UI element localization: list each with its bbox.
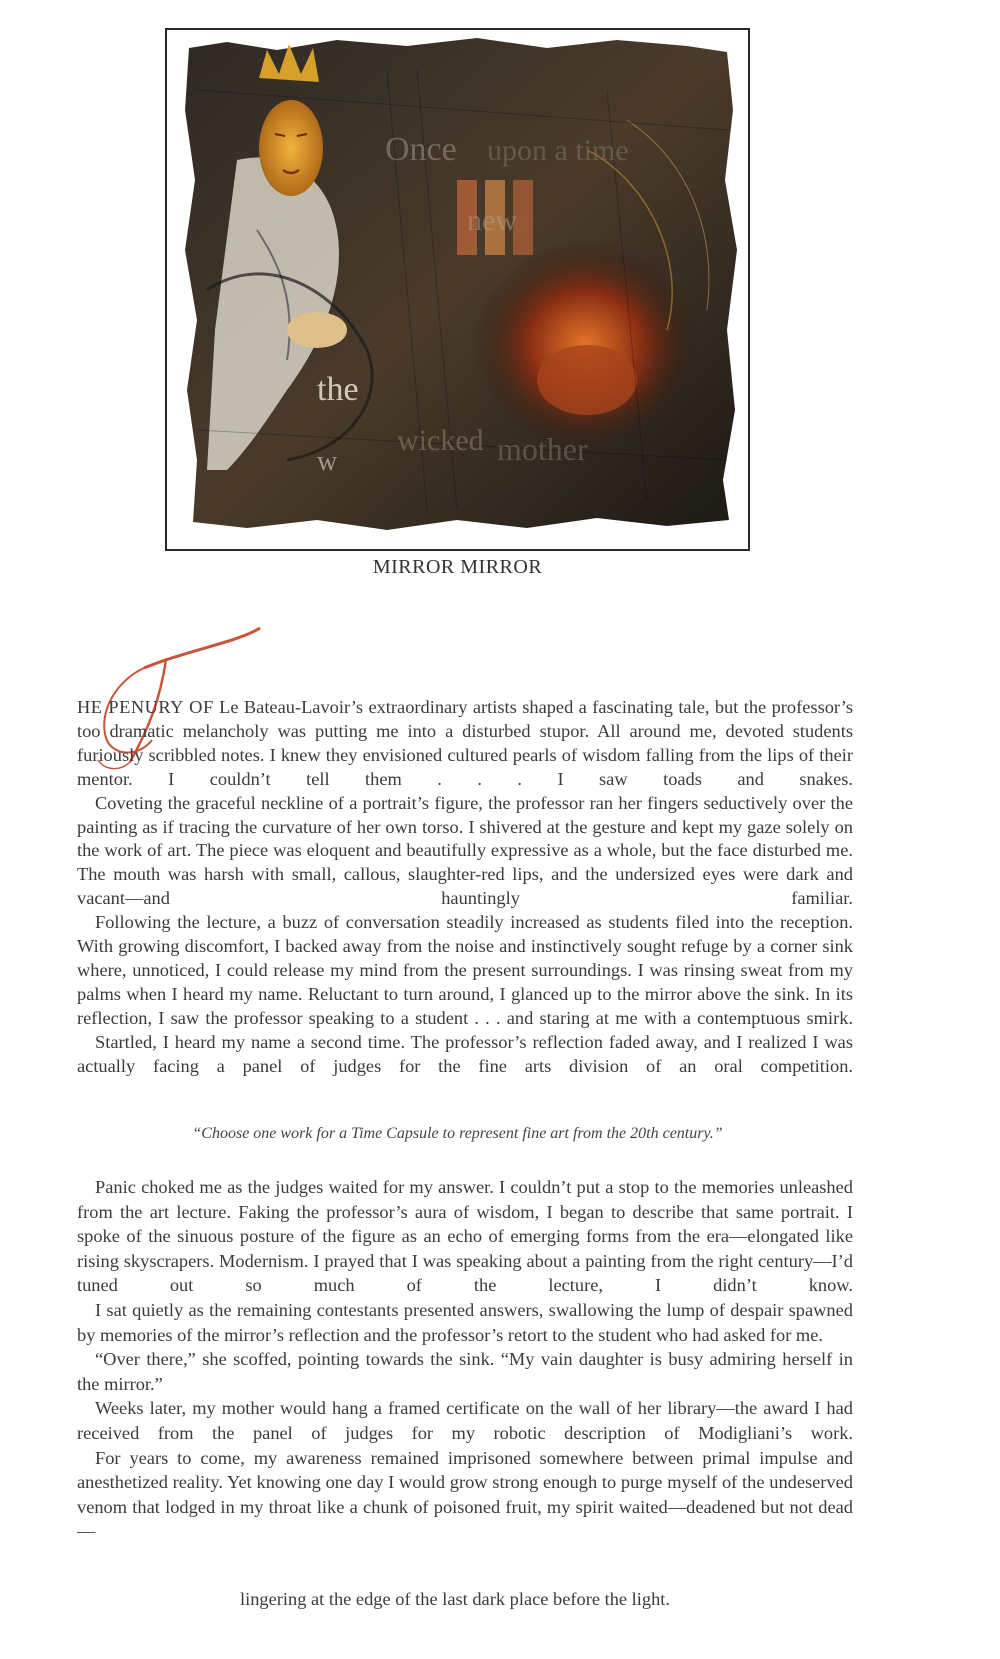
paragraph-5: Panic choked me as the judges waited for my answer. I couldn’t put a stop to the memories unleashed from the art lecture. Faking the professor’s aura of wisdom, I began to describe that same portrait. I spoke of the sinuous posture of the figure as an echo of emerging forms from the era—elongated like rising skyscrapers. Modernism. I prayed that I was speaking about a painting from the right century—I’d tuned out so much of the lecture, I didn’t know. [77,1177,853,1296]
paragraph-7: “Over there,” she scoffed, pointing towards the sink. “My vain daughter is busy admiring herself in the mirror.” [77,1349,853,1394]
artwork-word-wicked: wicked [397,424,484,457]
artwork-frame [165,28,750,551]
artwork-caption: MIRROR MIRROR [372,556,543,578]
paragraph-4: Startled, I heard my name a second time. The professor’s reflection faded away, and I realized I was actually facing a panel of judges for the fine arts division of an oral competition. [77,1031,853,1076]
artwork-word-new: new [467,204,517,237]
paragraph-2: Coveting the graceful neckline of a portrait’s figure, the professor ran her fingers seductively over the painting as if tracing the curvature of her own torso. I shivered at the gesture and kept my gaze solely on the work of art. The piece was eloquent and beautifully expressive as a whole, but the face disturbed me. The mouth was harsh with small, callous, slaughter-red lips, and the undersized eyes were dark and vacant—and hauntingly familiar. [77,792,853,909]
story-part-one [77,696,853,1079]
artwork-word-w: w [317,446,338,477]
dropcap-letter: T [48,620,49,621]
artwork-word-once: Once [385,131,457,168]
artwork-collage [167,30,748,549]
opening-smallcaps: HE PENURY OF [77,697,214,717]
artwork-word-upon: upon a time [487,134,629,167]
paragraph-8: Weeks later, my mother would hang a framed certificate on the wall of her library—the award I had received from the panel of judges for my robotic description of Modigliani’s work. [77,1398,853,1443]
paragraph-9: For years to come, my awareness remained imprisoned somewhere between primal impulse and anesthetized reality. Yet knowing one day I would grow strong enough to purge myself of the undeserved venom that lodged in my throat like a chunk of poisoned fruit, my spirit waited—deadened but not dead— [77,1447,853,1542]
story-part-two [77,1175,853,1544]
competition-quote: “Choose one work for a Time Capsule to represent fine art from the 20th century.” [192,1125,723,1142]
closing-line: lingering at the edge of the last dark place before the light. [240,1589,670,1609]
paragraph-6: I sat quietly as the remaining contestants presented answers, swallowing the lump of despair spawned by memories of the mirror’s reflection and the professor’s retort to the student who had asked for me. [77,1299,853,1345]
opening-rest: Le Bateau-Lavoir’s extraordinary artists shaped a fascinating tale, but the professor’s too dramatic melancholy was putting me into a disturbed stupor. All around me, devoted students furiously scribbled notes. I knew they envisioned cultured pearls of wisdom falling from the lips of their mentor. I couldn’t tell them . . . I saw toads and snakes. [77,697,853,789]
artwork-word-the: the [317,371,359,408]
paragraph-opening [77,696,853,792]
artwork-word-mother: mother [497,431,588,467]
paragraph-3: Following the lecture, a buzz of conversation steadily increased as students filed into the reception. With growing discomfort, I backed away from the noise and instinctively sought refuge by a corner sink where, unnoticed, I could release my mind from the present surroundings. I was rinsing sweat from my palms when I heard my name. Reluctant to turn around, I glanced up to the mirror above the sink. In its reflection, I saw the professor speaking to a student . . . and staring at me with a contemptuous smirk. [77,912,853,1028]
